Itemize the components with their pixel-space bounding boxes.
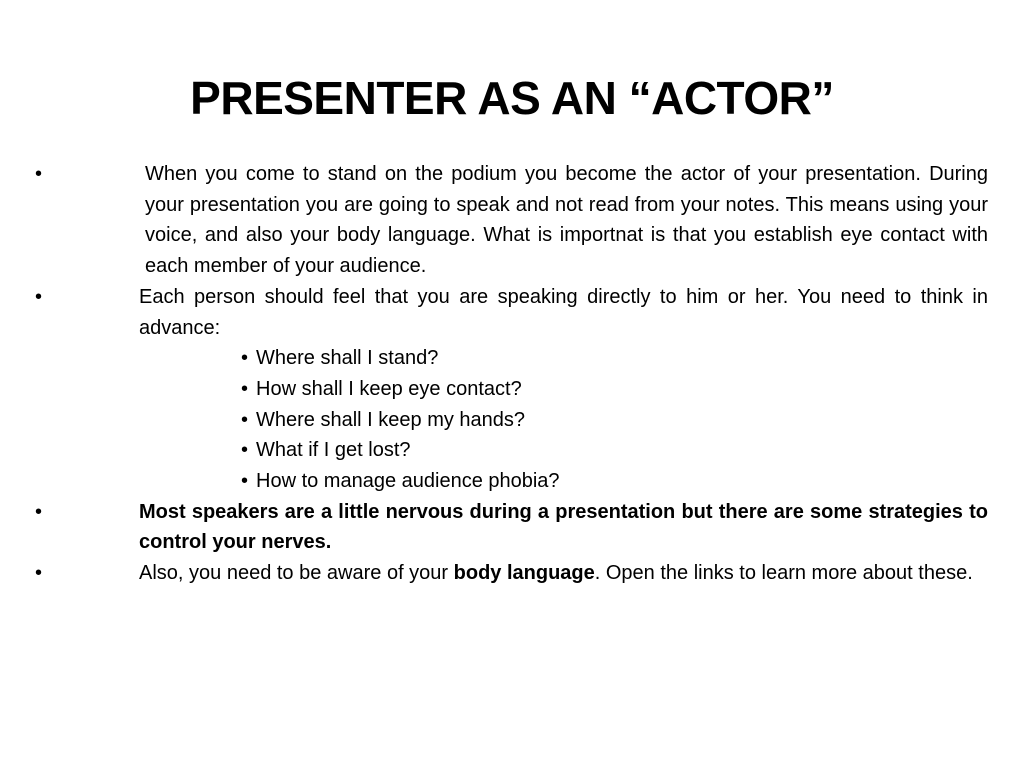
sub-bullet-text: How shall I keep eye contact? (256, 377, 522, 400)
slide-title: PRESENTER AS AN “ACTOR” (190, 72, 834, 124)
slide-content (0, 159, 1024, 589)
sub-bullet-marker: • (241, 408, 249, 431)
bullet-marker: • (35, 285, 43, 308)
sub-bullet-marker: • (241, 377, 249, 400)
bullet-marker: • (35, 163, 43, 185)
sub-bullet-list (0, 343, 1024, 497)
bullet-item (0, 282, 1024, 343)
sub-bullet-marker: • (241, 439, 249, 462)
bullet-item (0, 159, 1024, 282)
sub-bullet-item (241, 466, 1024, 497)
bullet-item (0, 558, 1024, 589)
sub-bullet-text: Where shall I stand? (256, 347, 439, 370)
body-language-emphasis: body language (453, 562, 595, 585)
sub-bullet-item (241, 405, 1024, 436)
bullet-text-bold: Most speakers are a little nervous during a presentation but there are some strategies to control your nerves. (139, 500, 988, 554)
bullet-marker: • (35, 562, 43, 585)
sub-bullet-text: Where shall I keep my hands? (256, 408, 526, 431)
sub-bullet-marker: • (241, 347, 249, 370)
sub-bullet-item (241, 374, 1024, 405)
sub-bullet-item (241, 435, 1024, 466)
bullet-item (0, 497, 1024, 558)
sub-bullet-item (241, 343, 1024, 374)
bullet-text (139, 558, 988, 589)
bullet-marker: • (35, 500, 43, 523)
bullet-text-end: . Open the links to learn more about these. (594, 562, 973, 585)
bullet-text: Each person should feel that you are speaking directly to him or her. You need to think in advance: (139, 285, 988, 339)
bullet-text-start: Also, you need to be aware of your (139, 562, 454, 585)
sub-bullet-text: How to manage audience phobia? (256, 470, 560, 493)
sub-bullet-text: What if I get lost? (256, 439, 411, 462)
sub-bullet-marker: • (241, 470, 249, 493)
bullet-text: When you come to stand on the podium you become the actor of your presentation. During your presentation you are going to speak and not read from your notes. This means using your voice, and also your body language. What is importnat is that you establish eye contact with each member of your audience. (145, 163, 988, 278)
